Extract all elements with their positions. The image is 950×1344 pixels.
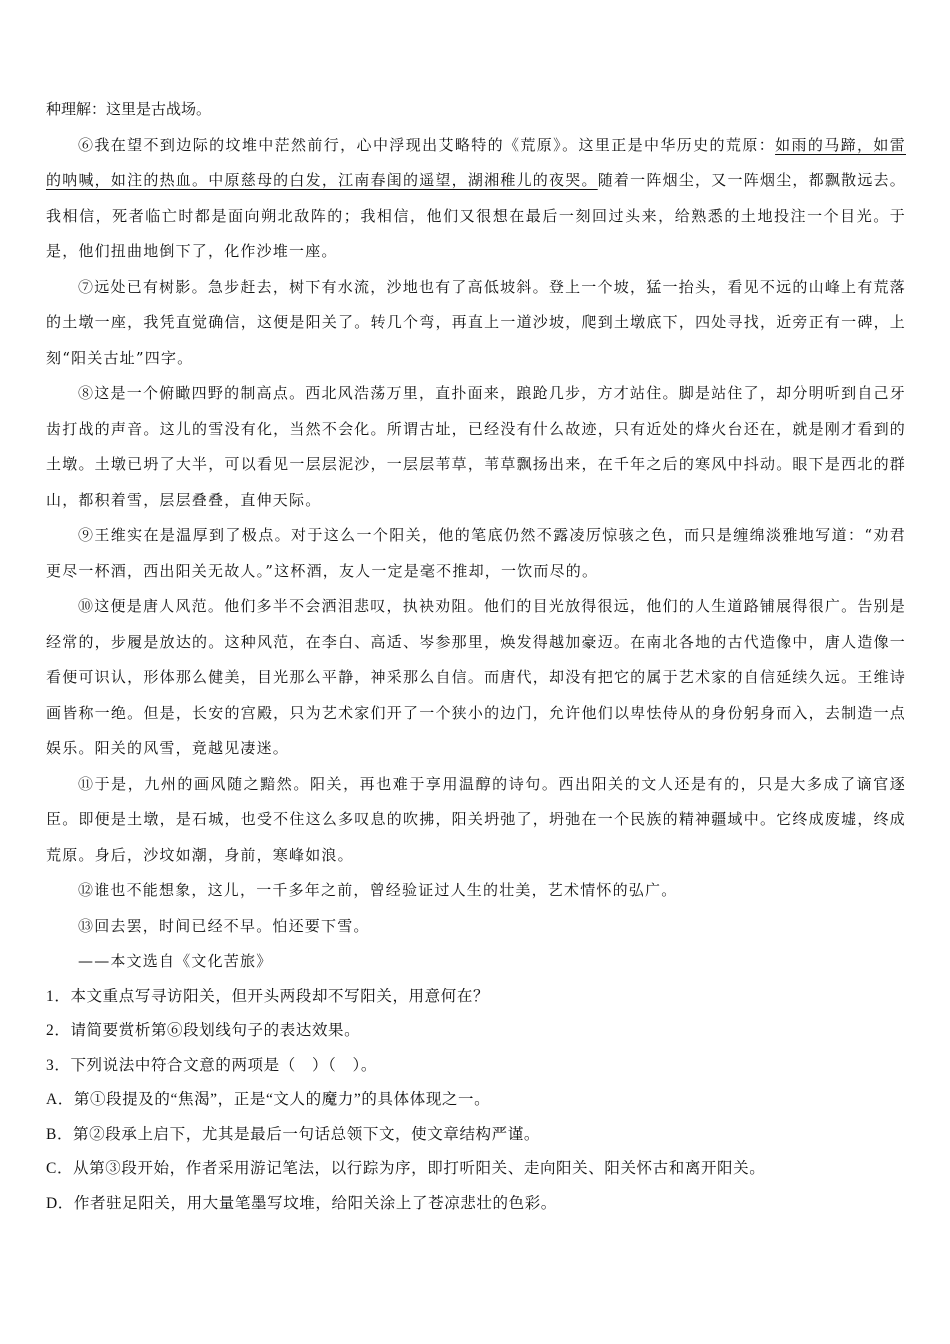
paragraph-10: ⑩这便是唐人风范。他们多半不会洒泪悲叹，执袂劝阻。他们的目光放得很远，他们的人生道路铺展得很广。告别是经常的，步履是放达的。这种风范，在李白、高适、岑参那里，焕发得越加豪迈。在南北各地的古代造像中，唐人造像一看便可识认，形体那么健美，目光那么平静，神采那么自信。而唐代，却没有把它的属于艺术家的自信延续久远。王维诗画皆称一绝。但是，长安的宫殿，只为艺术家们开了一个狭小的边门，允许他们以卑怯侍从的身份躬身而入，去制造一点娱乐。阳关的风雪，竟越见凄迷。 — [46, 597, 906, 757]
option-d: D．作者驻足阳关，用大量笔墨写坟堆，给阳关涂上了苍凉悲壮的色彩。 — [46, 1194, 557, 1212]
paragraph-continuation: 种理解：这里是古战场。 — [46, 100, 212, 118]
question-3: 3．下列说法中符合文意的两项是（ ）（ ）。 — [46, 1056, 377, 1074]
paragraph-11: ⑪于是，九州的画风随之黯然。阳关，再也难于享用温醇的诗句。西出阳关的文人还是有的，只是大多成了谪官逐臣。即便是土墩，是石城，也受不住这么多叹息的吹拂，阳关坍弛了，坍弛在一个民族的精神疆域中。它终成废墟，终成荒原。身后，沙坟如潮，身前，寒峰如浪。 — [46, 774, 906, 864]
question-1: 1．本文重点写寻访阳关，但开头两段却不写阳关，用意何在？ — [46, 987, 490, 1005]
paragraph-7: ⑦远处已有树影。急步赶去，树下有水流，沙地也有了高低坡斜。登上一个坡，猛一抬头，看见不远的山峰上有荒落的土墩一座，我凭直觉确信，这便是阳关了。转几个弯，再直上一道沙坡，爬到土墩底下，四处寻找，近旁正有一碑，上刻“阳关古址”四字。 — [46, 277, 906, 367]
document-page — [46, 92, 906, 1221]
option-c: C．从第③段开始，作者采用游记笔法，以行踪为序，即打听阳关、走向阳关、阳关怀古和离开阳关。 — [46, 1160, 766, 1177]
underlined-sentence: 如雨的马蹄，如雷的呐喊，如注的热血。中原慈母的白发，江南春闺的遥望，湖湘稚儿的夜哭。 — [46, 135, 906, 189]
paragraph-13: ⑬回去罢，时间已经不早。怕还要下雪。 — [78, 916, 370, 935]
paragraph-6-lead: ⑥我在望不到边际的坟堆中茫然前行，心中浮现出艾略特的《荒原》。这里正是中华历史的荒原： — [78, 135, 776, 154]
option-a: A．第①段提及的“焦渴”，正是“文人的魔力”的具体体现之一。 — [46, 1091, 491, 1108]
paragraph-12: ⑫谁也不能想象，这儿，一千多年之前，曾经验证过人生的壮美，艺术情怀的弘广。 — [78, 881, 678, 899]
paragraph-8: ⑧这是一个俯瞰四野的制高点。西北风浩荡万里，直扑面来，踉跄几步，方才站住。脚是站住了，却分明听到自己牙齿打战的声音。这儿的雪没有化，当然不会化。所谓古址，已经没有什么故迹，只有近处的烽火台还在，就是刚才看到的土墩。土墩已坍了大半，可以看见一层层泥沙，一层层苇草，苇草飘扬出来，在千年之后的寒风中抖动。眼下是西北的群山，都积着雪，层层叠叠，直伸天际。 — [46, 384, 906, 509]
question-2: 2．请简要赏析第⑥段划线句子的表达效果。 — [46, 1022, 361, 1039]
option-b: B．第②段承上启下，尤其是最后一句话总领下文，使文章结构严谨。 — [46, 1125, 540, 1143]
paragraph-9: ⑨王维实在是温厚到了极点。对于这么一个阳关，他的笔底仍然不露凌厉惊骇之色，而只是缠绵淡雅地写道：“劝君更尽一杯酒，西出阳关无故人。”这杯酒，友人一定是毫不推却，一饮而尽的。 — [46, 526, 906, 580]
source-citation: ——本文选自《文化苦旅》 — [78, 952, 273, 970]
paragraph-6 — [46, 128, 906, 270]
paragraph-6-rest: 随着一阵烟尘，又一阵烟尘，都飘散远去。我相信，死者临亡时都是面向朔北敌阵的；我相信，他们又很想在最后一刻回过头来，给熟悉的土地投注一个目光。于是，他们扭曲地倒下了，化作沙堆一座。 — [46, 171, 906, 260]
